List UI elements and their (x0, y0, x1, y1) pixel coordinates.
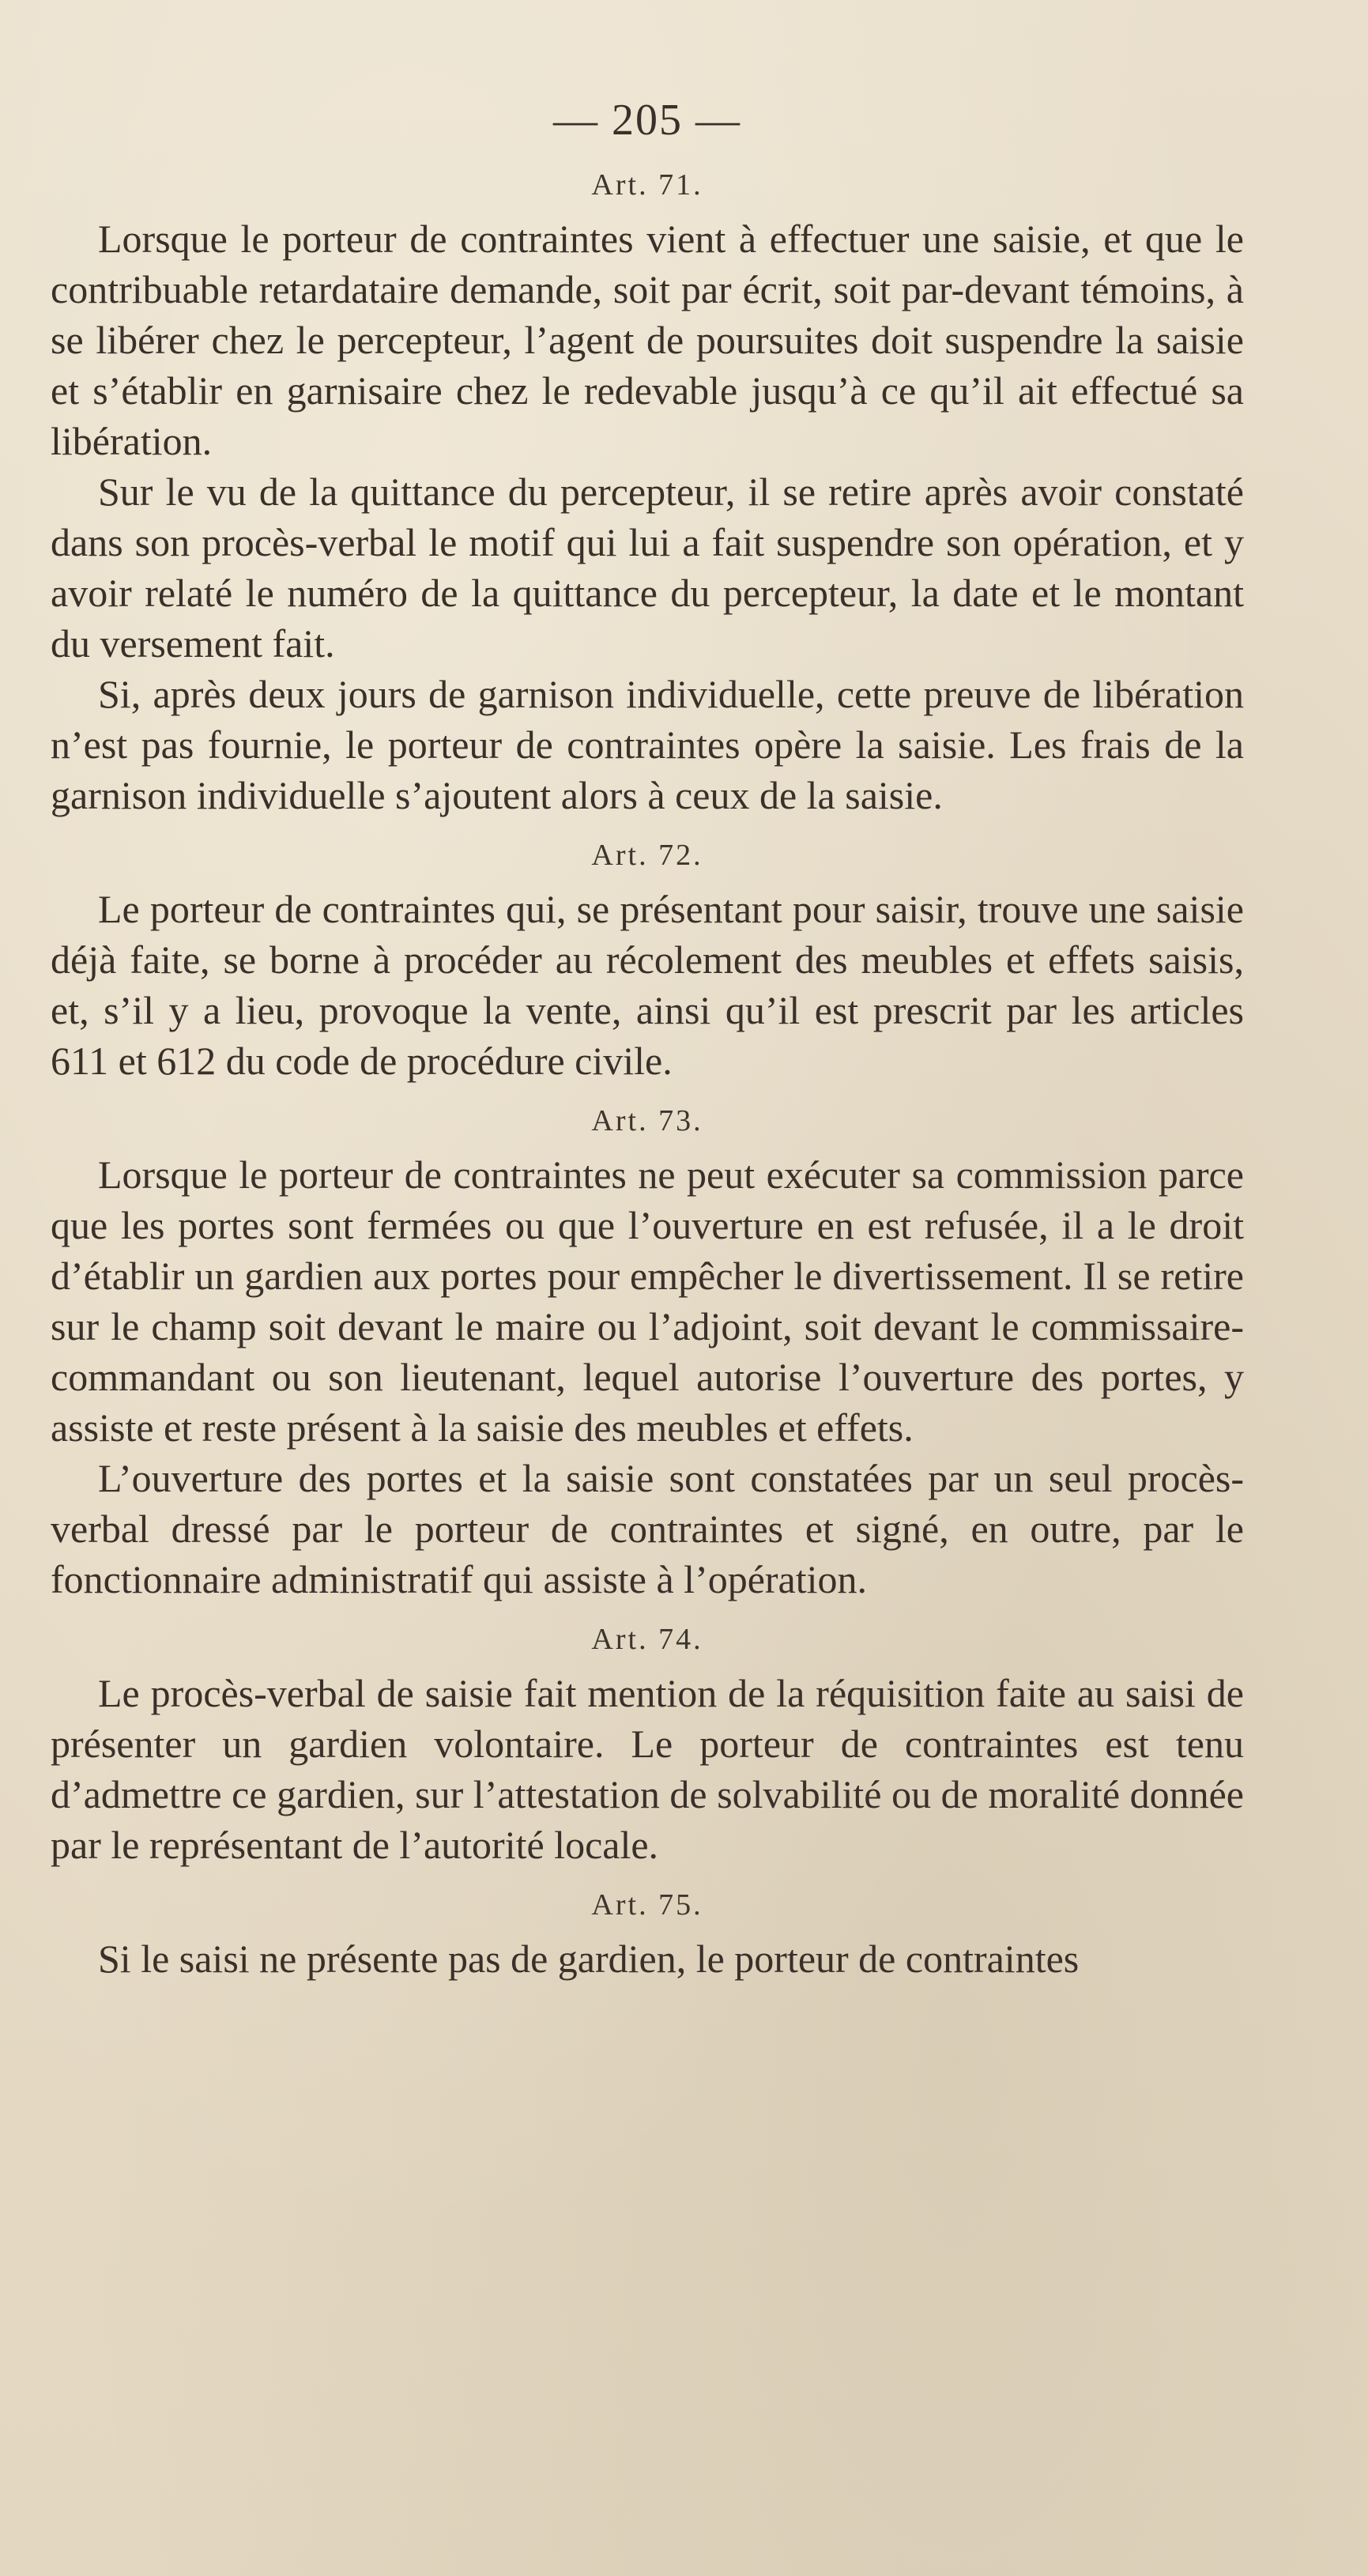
paragraph: Sur le vu de la quittance du percepteur, il se retire après avoir constaté dans son procès-verbal le motif qui lui a fait suspendre son opération, et y avoir relaté le numéro de la quittance du percepteur, la date et le montant du versement fait. (51, 470, 1244, 666)
paragraph: L’ouverture des portes et la saisie sont constatées par un seul procès-verbal dressé par le porteur de contraintes et signé, en outre, par le fonctionnaire administratif qui assiste à l’opération. (51, 1456, 1244, 1601)
article-71 (51, 168, 1244, 820)
paragraph: Lorsque le porteur de contraintes ne peut exécuter sa commission parce que les portes sont fermées ou que l’ouverture en est refusée, il a le droit d’établir un gardien aux portes pour empêcher le divertissement. Il se retire sur le champ soit devant le maire ou l’adjoint, soit devant le commissaire-commandant ou son lieutenant, lequel autorise l’ouverture des portes, y assiste et reste présent à la saisie des meubles et effets. (51, 1152, 1244, 1450)
text-column (51, 95, 1244, 1984)
article-73 (51, 1103, 1244, 1605)
article-heading: Art. 74. (591, 1623, 703, 1656)
paragraph: Lorsque le porteur de contraintes vient à effectuer une saisie, et que le contribuable retardataire demande, soit par écrit, soit par-devant témoins, à se libérer chez le percepteur, l’agent de poursuites doit suspendre la saisie et s’établir en garnisaire chez le redevable jusqu’à ce qu’il ait effectué sa libération. (51, 217, 1244, 463)
paragraph: Le porteur de contraintes qui, se présentant pour saisir, trouve une saisie déjà faite, se borne à procéder au récolement des meubles et effets saisis, et, s’il y a lieu, provoque la vente, ainsi qu’il est prescrit par les articles 611 et 612 du code de procédure civile. (51, 887, 1244, 1083)
paragraph: Le procès-verbal de saisie fait mention de la réquisition faite au saisi de présenter un gardien volontaire. Le porteur de contraintes est tenu d’admettre ce gardien, sur l’attestation de solvabilité ou de moralité donnée par le représentant de l’autorité locale. (51, 1671, 1244, 1867)
article-75 (51, 1888, 1244, 1984)
page-number: — 205 — (553, 96, 741, 145)
article-heading: Art. 73. (591, 1104, 703, 1137)
article-heading: Art. 71. (591, 168, 703, 202)
article-72 (51, 838, 1244, 1086)
article-heading: Art. 75. (591, 1888, 703, 1922)
paragraph: Si, après deux jours de garnison individuelle, cette preuve de libération n’est pas fournie, le porteur de contraintes opère la saisie. Les frais de la garnison individuelle s’ajoutent alors à ceux de la saisie. (51, 672, 1244, 817)
article-heading: Art. 72. (591, 839, 703, 872)
article-74 (51, 1622, 1244, 1870)
paragraph: Si le saisi ne présente pas de gardien, le porteur de contraintes (98, 1937, 1080, 1981)
